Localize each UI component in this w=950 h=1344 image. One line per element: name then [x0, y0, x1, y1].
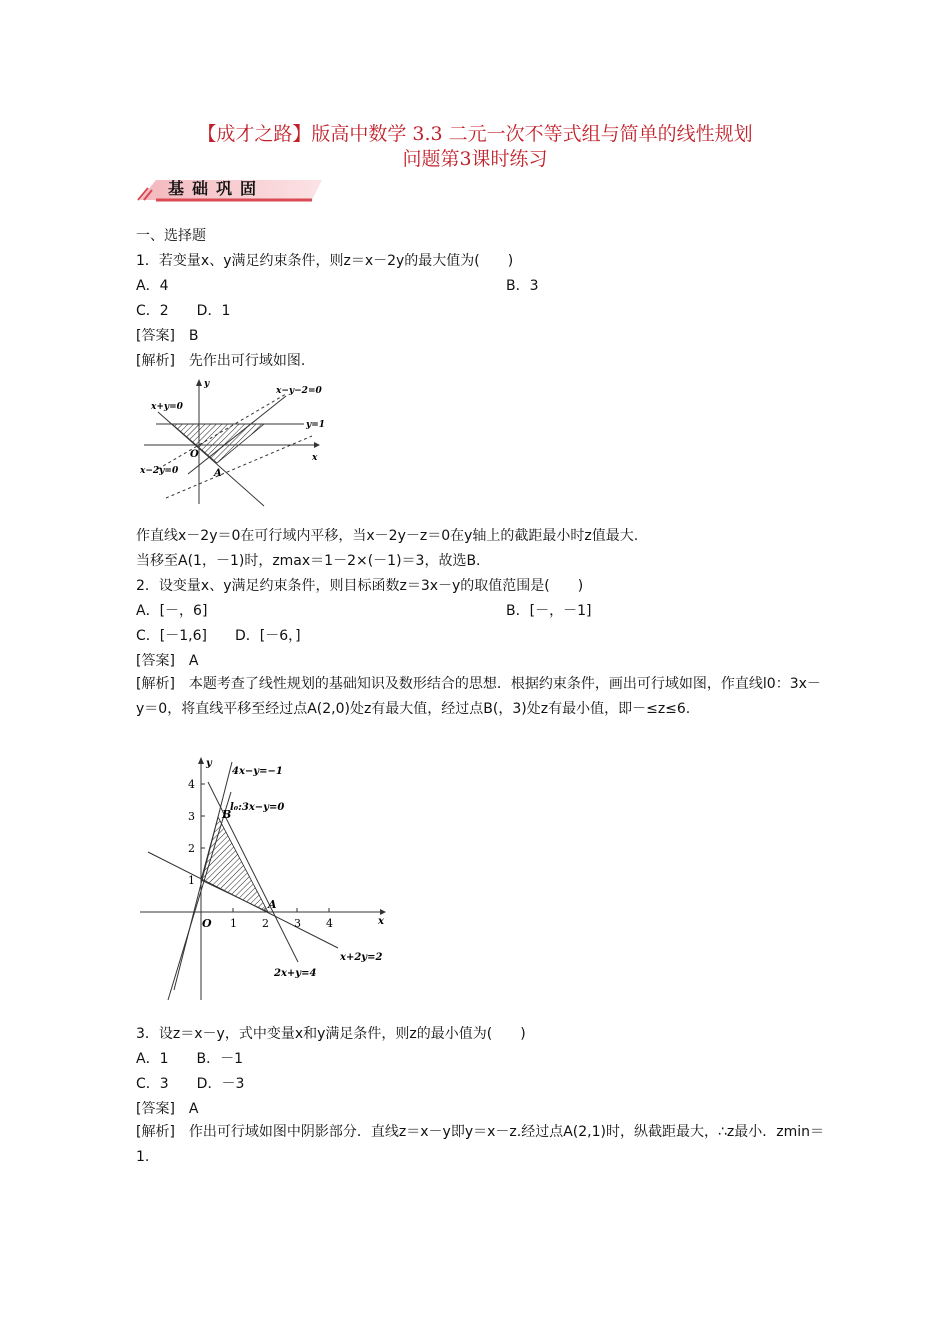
fig1-y-arrow — [196, 379, 202, 386]
fig1-x-arrow — [314, 442, 320, 448]
fig1-label-point-a: A — [214, 468, 222, 479]
fig2-xtick-1: 1 — [230, 917, 237, 930]
fig2-label-y-axis: y — [206, 758, 212, 769]
fig2-label-4x-y: 4x−y=−1 — [232, 766, 283, 777]
q3-options-cd: C．3 D．－3 — [136, 1076, 245, 1092]
fig2-ytick-3: 3 — [188, 810, 195, 823]
fig2-x-arrow — [380, 909, 386, 915]
fig2-ytick-4: 4 — [188, 778, 195, 791]
title-line-2: 问题第3课时练习 — [402, 148, 548, 170]
fig2-label-origin: O — [202, 917, 212, 930]
q3-options-ab: A．1 B．－1 — [136, 1051, 243, 1067]
fig1-label-x-minus-y: x−y−2=0 — [276, 386, 322, 396]
section-heading: 一、选择题 — [136, 228, 206, 244]
fig2-y-arrow — [198, 757, 204, 764]
q3-stem: 3．设z＝x－y，式中变量x和y满足条件，则z的最小值为( ) — [136, 1026, 526, 1042]
fig2-label-point-a: A — [268, 898, 277, 911]
fig2-xtick-3: 3 — [294, 917, 301, 930]
fig2-label-2x-y: 2x+y=4 — [274, 968, 317, 979]
fig1-label-x-plus-y: x+y=0 — [151, 402, 183, 412]
q1-explain-2: 当移至A(1，－1)时，zmax＝1－2×(－1)＝3，故选B. — [136, 553, 481, 569]
q1-analysis: [解析] 先作出可行域如图. — [136, 353, 306, 369]
figure-2-feasible-region — [136, 752, 392, 1004]
fig2-ytick-1: 1 — [188, 874, 195, 887]
fig2-label-x-2y: x+2y=2 — [340, 952, 383, 963]
q2-options-ab — [136, 601, 826, 621]
fig2-shaded-region — [201, 817, 268, 912]
fig2-label-point-b: B — [222, 808, 232, 821]
q1-option-b: B．3 — [506, 278, 539, 294]
q2-analysis: [解析] 本题考查了线性规划的基础知识及数形结合的思想．根据约束条件，画出可行域如图，作直线l0：3x－y＝0，将直线平移至经过点A(2,0)处z有最大值，经过点B(，3)处z有最小值，即－≤z≤6. — [136, 676, 821, 717]
q2-option-b: B．[－，－1] — [506, 603, 592, 619]
q3-answer: [答案] A — [136, 1101, 199, 1117]
fig1-label-y1: y=1 — [306, 420, 326, 430]
q1-option-a: A．4 — [136, 278, 169, 294]
fig2-ytick-2: 2 — [188, 842, 195, 855]
document-title — [120, 122, 830, 172]
q2-stem: 2．设变量x、y满足约束条件，则目标函数z＝3x－y的取值范围是( ) — [136, 578, 584, 594]
fig1-label-x-minus-2y: x−2y=0 — [140, 466, 179, 476]
fig2-xtick-2: 2 — [262, 917, 269, 930]
q1-options-cd: C．2 D．1 — [136, 303, 231, 319]
figure-1-feasible-region — [136, 374, 336, 514]
fig2-xtick-4: 4 — [326, 917, 333, 930]
title-line-1: 【成才之路】版高中数学 3.3 二元一次不等式组与简单的线性规划 — [197, 123, 753, 145]
q2-option-a: A．[－，6] — [136, 603, 208, 619]
fig1-label-x-axis: x — [312, 453, 318, 463]
q1-options-ab — [136, 276, 826, 296]
section-banner-title: 基础巩固 — [168, 179, 265, 198]
fig1-label-origin: O — [190, 449, 199, 460]
q3-analysis: [解析] 作出可行域如图中阴影部分．直线z＝x－y即y＝x－z.经过点A(2,1)时，纵截距最大，∴z最小．zmin＝1. — [136, 1124, 824, 1165]
fig2-label-l0: l₀:3x−y=0 — [230, 802, 285, 813]
fig1-label-y-axis: y — [204, 379, 210, 389]
q2-options-cd: C．[－1,6] D．[－6，] — [136, 628, 301, 644]
q1-stem: 1．若变量x、y满足约束条件，则z＝x－2y的最大值为( ) — [136, 253, 514, 269]
q1-explain-1: 作直线x－2y＝0在可行域内平移，当x－2y－z＝0在y轴上的截距最小时z值最大. — [136, 528, 639, 544]
fig2-label-x-axis: x — [378, 916, 384, 927]
fig2-line-l0 — [168, 792, 231, 1000]
fig1-shaded-region — [172, 424, 264, 463]
q2-answer: [答案] A — [136, 653, 199, 669]
q1-answer: [答案] B — [136, 328, 199, 344]
